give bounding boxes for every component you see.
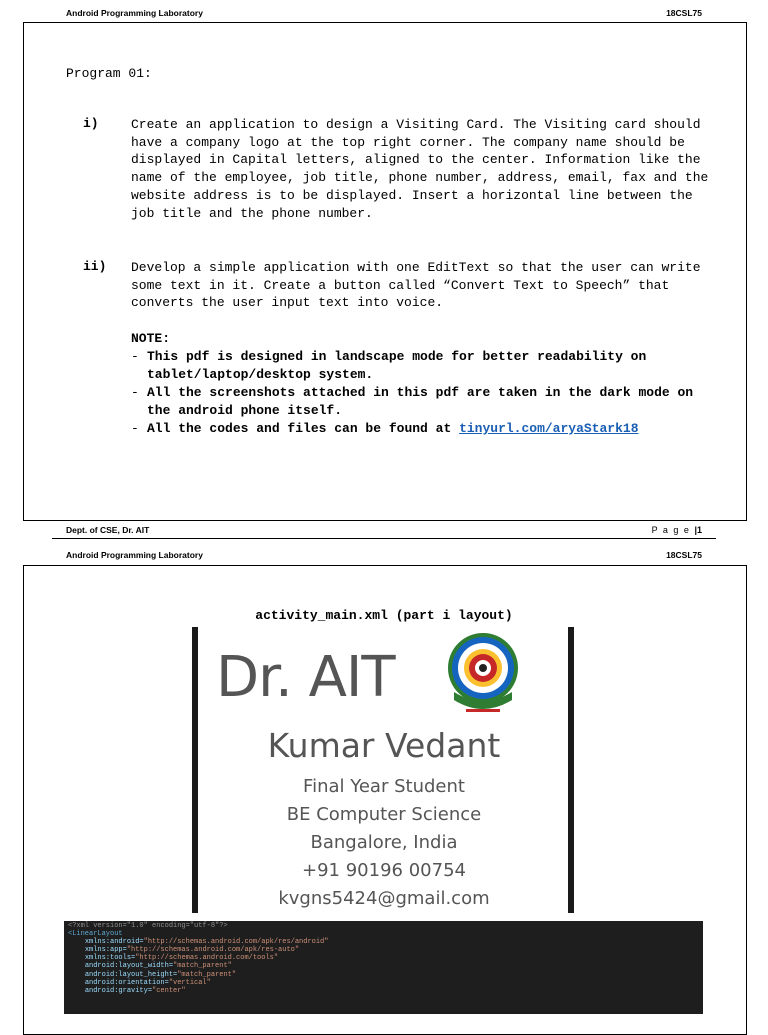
page1-footer-dept: Dept. of CSE, Dr. AIT [66,525,150,535]
codes-link[interactable]: tinyurl.com/aryaStark18 [459,421,639,436]
item-1-label: i) [83,116,99,131]
code-line-7: android:layout_height="match_parent" [84,970,237,979]
code-line-2: <LinearLayout [68,930,123,939]
phone-number: +91 90196 00754 [302,860,466,881]
code-line-5: xmlns:tools="http://schemas.android.com/tools" [84,954,279,963]
code-line-1: <?xml version="1.0" encoding="utf-8"?> [68,922,228,930]
page-separator: | [694,525,697,535]
code-block [64,921,703,1014]
program-title: Program 01: [66,66,152,81]
code-line-8: android:orientation="vertical" [84,978,211,987]
item-2-label: ii) [83,259,107,274]
code-line-4: xmlns:app="http://schemas.android.com/apk/res-auto" [84,946,300,955]
page-number: 1 [696,525,702,535]
code-line-9: android:gravity="center" [84,986,186,995]
company-name: Dr. AIT [216,645,395,710]
note-bullet-2-text: All the screenshots attached in this pdf are taken in the dark mode on the android phone itself. [147,385,694,418]
page1-footer-page [652,525,702,535]
page1-footer-rule [52,538,716,539]
code-line-6: android:layout_width="match_parent" [84,962,232,971]
company-logo-icon [444,630,522,716]
note-bullet-1-text: This pdf is designed in landscape mode for better readability on tablet/laptop/desktop system. [147,349,647,382]
note-block [131,330,737,438]
note-title: NOTE: [131,331,171,346]
note-bullet-3-text: All the codes and files can be found at [147,421,460,436]
department: BE Computer Science [286,804,482,825]
code-line-3: xmlns:android="http://schemas.android.com/apk/res/android" [84,938,329,947]
page2-header-title: Android Programming Laboratory [66,550,203,560]
page-word: P a g e [651,525,691,535]
note-bullet-3: - All the codes and files can be found at tinyurl.com/aryaStark18 [131,421,639,436]
email: kvgns5424@gmail.com [278,888,490,909]
page2-header-code: 18CSL75 [666,550,702,560]
section-title: activity_main.xml (part i layout) [255,608,513,623]
page1-header-title: Android Programming Laboratory [66,8,203,18]
item-2-text: Develop a simple application with one EditText so that the user can write some text in it. Create a button called “Convert Text to Speech” that converts the user input text into voice. [131,260,701,311]
note-bullet-2: - All the screenshots attached in this pdf are taken in the dark mode on the android phone itself. [131,385,694,418]
item-1-text: Create an application to design a Visiting Card. The Visiting card should have a company logo at the top right corner. The company name should be displayed in Capital letters, aligned to the center. Information like the name of the employee, job title, phone number, address, email, fax and the website address is to be displayed. Insert a horizontal line between the job title and the phone number. [131,117,709,221]
page1-header-code: 18CSL75 [666,8,702,18]
employee-name: Kumar Vedant [267,726,501,765]
job-title: Final Year Student [303,776,465,797]
note-bullet-1: - This pdf is designed in landscape mode for better readability on tablet/laptop/desktop system. [131,349,647,382]
address: Bangalore, India [310,832,458,853]
